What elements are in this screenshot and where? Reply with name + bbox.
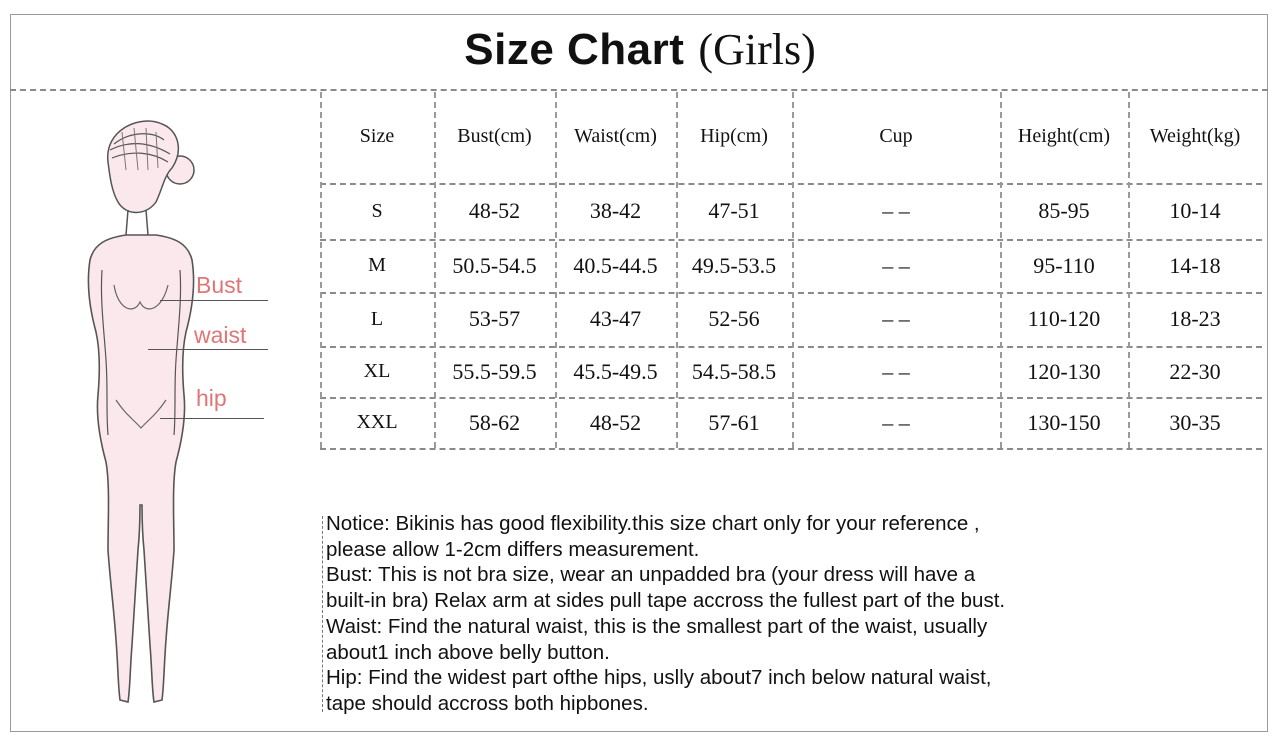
cell-weight: 22-30 [1169,358,1221,384]
cell-height: 120-130 [1027,358,1101,384]
note-line: Waist: Find the natural waist, this is the smallest part of the waist, usually [326,614,988,638]
note-line: please allow 1-2cm differs measurement. [326,537,700,561]
table-row-divider [320,448,1262,450]
body-figure [60,110,310,720]
cell-weight: 30-35 [1169,409,1221,435]
cell-waist: 48-52 [589,409,642,435]
waist-label: waist [194,322,247,348]
body-illustration [60,110,310,720]
note-line: tape should accross both hipbones. [326,691,649,715]
header-height: Height(cm) [1017,125,1111,147]
cell-hip: 49.5-53.5 [691,252,777,278]
cell-cup: – – [882,358,910,384]
hip-line [160,418,264,419]
cell-size: L [370,307,384,330]
cell-size: S [371,199,383,222]
bust-line [160,300,268,301]
cell-hip: 54.5-58.5 [691,358,777,384]
notes-block [326,511,1276,717]
title-sub: (Girls) [698,25,816,74]
cell-waist: 45.5-49.5 [573,358,658,384]
cell-height: 95-110 [1033,252,1095,278]
cell-weight: 10-14 [1169,198,1221,223]
note-line: Notice: Bikinis has good flexibility.this size chart only for your reference , [326,512,980,535]
note-line: built-in bra) Relax arm at sides pull tape accross the fullest part of the bust. [326,589,1006,613]
header-bust: Bust(cm) [457,125,532,147]
bust-label: Bust [196,272,243,298]
header-size: Size [359,125,395,147]
cell-height: 110-120 [1027,306,1101,331]
cell-cup: – – [882,198,910,223]
header-waist: Waist(cm) [574,125,657,147]
notes-marker [322,516,323,712]
cell-hip: 47-51 [708,198,760,223]
note-line: Hip: Find the widest part ofthe hips, uslly about7 inch below natural waist, [326,666,992,690]
cell-weight: 18-23 [1169,306,1221,331]
cell-cup: – – [882,409,910,435]
cell-size: XXL [356,411,398,433]
title-main: Size Chart [464,25,685,74]
note-line: about1 inch above belly button. [326,640,610,664]
page-title [0,24,1280,75]
cell-waist: 38-42 [589,198,642,223]
note-line: Bust: This is not bra size, wear an unpadded bra (your dress will have a [326,563,976,587]
cell-waist: 43-47 [589,306,642,331]
cell-hip: 57-61 [708,409,760,435]
cell-bust: 58-62 [468,409,521,435]
hip-label: hip [196,385,227,411]
header-weight: Weight(kg) [1149,125,1241,147]
cell-weight: 14-18 [1169,252,1221,278]
header-hip: Hip(cm) [700,125,768,147]
cell-cup: – – [882,306,910,331]
cell-cup: – – [882,252,910,278]
cell-height: 85-95 [1038,198,1090,223]
header-cup: Cup [879,125,913,147]
cell-height: 130-150 [1027,409,1101,435]
cell-bust: 53-57 [468,306,521,331]
cell-bust: 55.5-59.5 [452,358,537,384]
cell-size: M [368,254,386,276]
cell-bust: 48-52 [468,198,521,223]
cell-size: XL [363,360,391,382]
cell-hip: 52-56 [708,306,760,331]
waist-line [148,349,268,350]
cell-waist: 40.5-44.5 [573,252,658,278]
cell-bust: 50.5-54.5 [452,252,537,278]
